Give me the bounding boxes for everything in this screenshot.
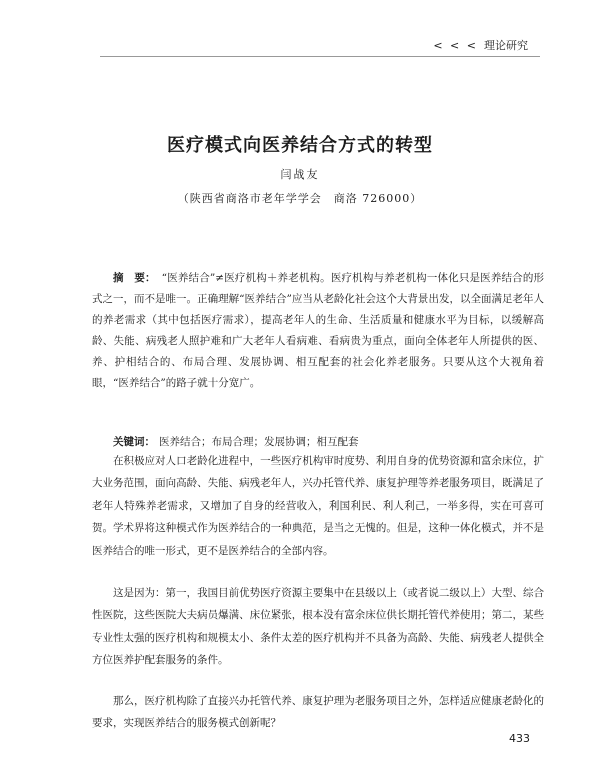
section-header xyxy=(433,37,528,53)
author-affiliation: （陕西省商洛市老年学学会 商洛 726000） xyxy=(177,192,423,205)
article-author: 闫战友 xyxy=(280,168,320,181)
chevron-left-icon: < < < xyxy=(433,39,478,52)
page-number: 433 xyxy=(509,732,530,745)
section-label: 理论研究 xyxy=(484,39,528,52)
abstract-text: “医养结合”≠医疗机构＋养老机构。医疗机构与养老机构一体化只是医养结合的形式之一，而不是唯一。正确理解“医养结合”应当从老龄化社会这个大背景出发，以全面满足老年人的养老需求（其中包括医疗需求），提高老年人的生命、生活质量和健康水平为目标，以缓解高龄、失能、病残老人照护难和广大老年人看病难、看病贵为重点，面向全体老年人所提供的医、养、护相结合的、布局合理、发展协调、相互配套的社会化养老服务。只要从这个大视角着眼，“医养结合”的路子就十分宽广。 xyxy=(92,272,544,389)
body-paragraph-1: 在积极应对人口老龄化进程中，一些医疗机构审时度势、利用自身的优势资源和富余床位，扩大业务范围，面向高龄、失能、病残老年人，兴办托管代养、康复护理等养老服务项目，既满足了老年人特殊养老需求，又增加了自身的经营收入，利国利民、利人利己，一举多得，实在可喜可贺。学术界将这种模式作为医养结合的一种典范，是当之无愧的。但是，这种一体化模式，并不是医养结合的唯一形式，更不是医养结合的全部内容。 xyxy=(92,455,544,557)
keywords-label: 关键词： xyxy=(113,436,155,448)
header-rule xyxy=(100,56,540,57)
body-paragraph-2: 这是因为：第一，我国目前优势医疗资源主要集中在县级以上（或者说二级以上）大型、综合性医院，这些医院大夫病员爆满、床位紧张，根本没有富余床位供长期托管代养使用；第二，某些专业性太强的医疗机构和规模太小、条件太差的医疗机构并不具备为高龄、失能、病残老人提供全方位医养护配套服务的条件。 xyxy=(92,587,544,667)
abstract-label: 摘 要： xyxy=(113,272,156,284)
keywords-text: 医养结合；布局合理；发展协调；相互配套 xyxy=(159,436,359,448)
abstract xyxy=(92,268,544,394)
body-paragraph-3: 那么，医疗机构除了直接兴办托管代养、康复护理为老服务项目之外，怎样适应健康老龄化的要求，实现医养结合的服务模式创新呢？ xyxy=(92,695,544,730)
article-title: 医疗模式向医养结合方式的转型 xyxy=(167,135,433,156)
